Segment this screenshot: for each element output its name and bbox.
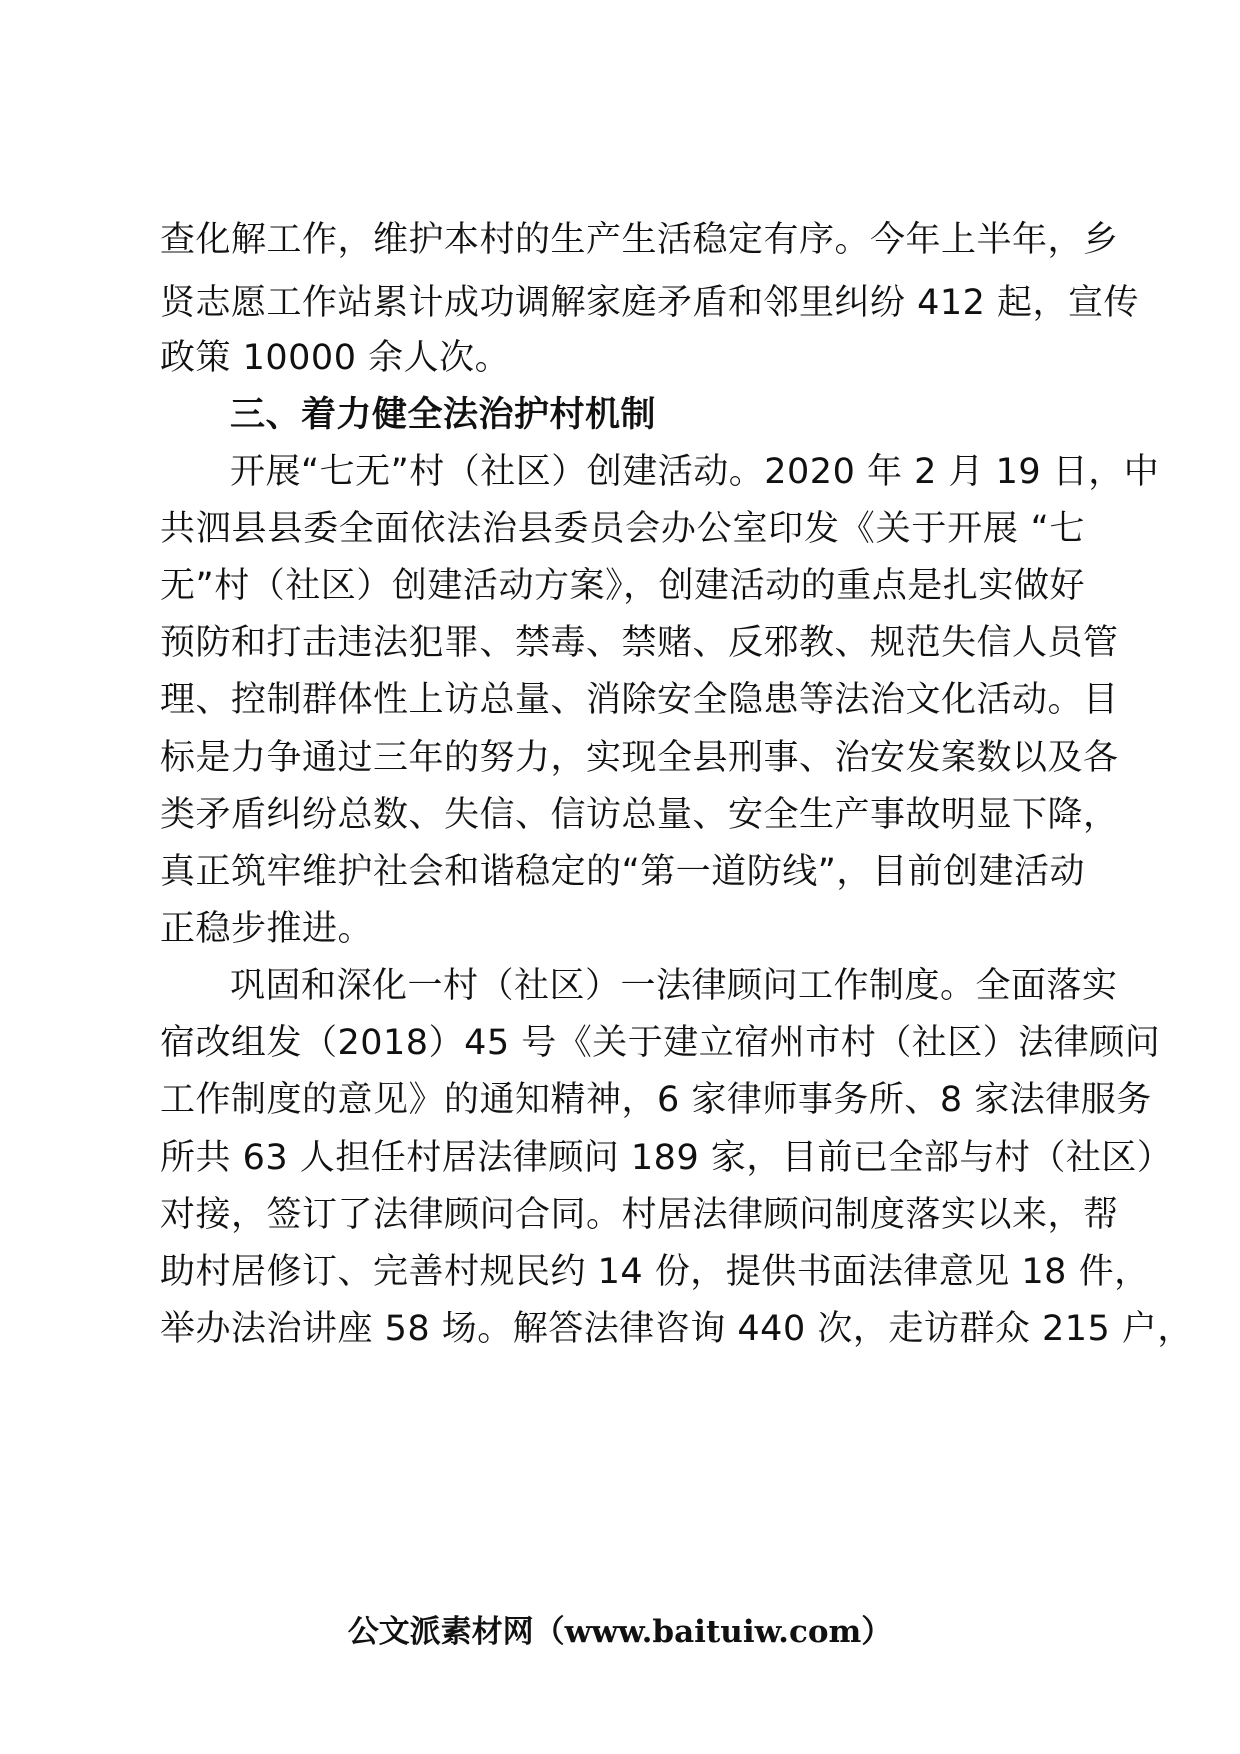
paragraph-3-line-6: 助村居修订、完善村规民约 14 份，提供书面法律意见 18 件， bbox=[160, 1252, 1150, 1292]
paragraph-1-line-3: 政策 10000 余人次。 bbox=[160, 338, 511, 378]
paragraph-3-line-7: 举办法治讲座 58 场。解答法律咨询 440 次，走访群众 215 户， bbox=[160, 1309, 1193, 1349]
paragraph-3-line-4: 所共 63 人担任村居法律顾问 189 家，目前已全部与村（社区） bbox=[160, 1138, 1173, 1178]
paragraph-2-line-9: 正稳步推进。 bbox=[160, 909, 374, 949]
paragraph-3-line-1: 巩固和深化一村（社区）一法律顾问工作制度。全面落实 bbox=[230, 966, 1118, 1006]
paragraph-3-line-3: 工作制度的意见》的通知精神，6 家律师事务所、8 家法律服务 bbox=[160, 1080, 1152, 1120]
paragraph-2-line-1: 开展“七无”村（社区）创建活动。2020 年 2 月 19 日，中 bbox=[230, 452, 1160, 492]
paragraph-2-line-4: 预防和打击违法犯罪、禁毒、禁赌、反邪教、规范失信人员管 bbox=[160, 623, 1119, 663]
section-heading: 三、着力健全法治护村机制 bbox=[230, 395, 657, 435]
paragraph-2-line-3: 无”村（社区）创建活动方案》，创建活动的重点是扎实做好 bbox=[160, 566, 1085, 606]
paragraph-3-line-5: 对接，签订了法律顾问合同。村居法律顾问制度落实以来，帮 bbox=[160, 1195, 1119, 1235]
paragraph-2-line-6: 标是力争通过三年的努力，实现全县刑事、治安发案数以及各 bbox=[160, 738, 1119, 778]
paragraph-3-line-2: 宿改组发（2018）45 号《关于建立宿州市村（社区）法律顾问 bbox=[160, 1023, 1161, 1063]
footer-source: 公文派素材网（www.baituiw.com） bbox=[347, 1614, 893, 1650]
paragraph-2-line-7: 类矛盾纠纷总数、失信、信访总量、安全生产事故明显下降， bbox=[160, 795, 1119, 835]
paragraph-2-line-5: 理、控制群体性上访总量、消除安全隐患等法治文化活动。目 bbox=[160, 680, 1119, 720]
paragraph-2-line-8: 真正筑牢维护社会和谐稳定的“第一道防线”，目前创建活动 bbox=[160, 852, 1085, 892]
paragraph-1-line-2: 贤志愿工作站累计成功调解家庭矛盾和邻里纠纷 412 起，宣传 bbox=[160, 283, 1140, 323]
paragraph-1-line-1: 查化解工作，维护本村的生产生活稳定有序。今年上半年，乡 bbox=[160, 220, 1119, 260]
paragraph-2-line-2: 共泗县县委全面依法治县委员会办公室印发《关于开展 “七 bbox=[160, 509, 1085, 549]
